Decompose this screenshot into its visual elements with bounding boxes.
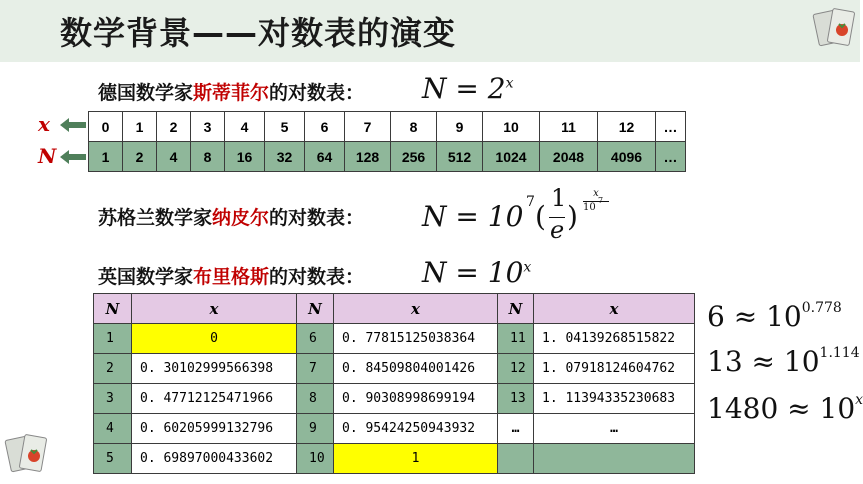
column-header: N	[94, 294, 132, 324]
n-cell: 128	[345, 142, 391, 172]
approximation-2	[707, 345, 860, 378]
section-prefix: 德国数学家	[98, 82, 194, 104]
n-cell: 4096	[598, 142, 656, 172]
n-cell: 9	[297, 414, 334, 444]
n-cell: 13	[498, 384, 534, 414]
slide-title: 数学背景——对数表的演变	[60, 14, 457, 52]
n-cell: 512	[437, 142, 483, 172]
x-cell: 0. 84509804001426	[334, 354, 498, 384]
x-cell: 0. 77815125038364	[334, 324, 498, 354]
n-cell: 4	[157, 142, 191, 172]
approx-base: 6 ≈ 10	[707, 300, 802, 333]
n-cell: 8	[297, 384, 334, 414]
x-cell: 0. 69897000433602	[132, 444, 297, 474]
x-row	[89, 112, 686, 142]
close-paren: )	[567, 200, 578, 233]
approx-exponent: 1.114	[819, 345, 860, 361]
ellipsis-cell: …	[534, 414, 695, 444]
approx-exponent: x	[855, 392, 863, 408]
mathematician-name: 布里格斯	[193, 266, 270, 288]
n-cell: 32	[265, 142, 305, 172]
x-cell: 0. 90308998699194	[334, 384, 498, 414]
x-row-label: x	[38, 112, 50, 136]
n-cell: 12	[498, 354, 534, 384]
x-cell: 9	[437, 112, 483, 142]
x-cell: 0	[89, 112, 123, 142]
fraction-numerator: 1	[551, 184, 567, 212]
x-cell: 11	[540, 112, 598, 142]
exponent-denominator-power: 7	[598, 196, 604, 205]
section-prefix: 英国数学家	[98, 266, 194, 288]
column-header: N	[498, 294, 534, 324]
x-cell: 1. 11394335230683	[534, 384, 695, 414]
column-header: x	[334, 294, 498, 324]
header-row	[94, 294, 695, 324]
column-header: x	[132, 294, 297, 324]
x-cell: 0. 30102999566398	[132, 354, 297, 384]
x-cell-highlight: 0	[132, 324, 297, 354]
stifel-formula	[422, 72, 513, 105]
n-cell: 256	[391, 142, 437, 172]
n-cell: 2	[123, 142, 157, 172]
seed-packet-icon	[812, 4, 860, 54]
n-cell: 4	[94, 414, 132, 444]
n-cell: 5	[94, 444, 132, 474]
n-cell: 16	[225, 142, 265, 172]
formula-exponent: x	[505, 75, 514, 92]
seed-packet-icon	[4, 430, 52, 480]
section-stifel-heading	[98, 78, 364, 105]
column-header: N	[297, 294, 334, 324]
n-cell: 64	[305, 142, 345, 172]
n-cell: 1	[94, 324, 132, 354]
approximation-3	[707, 392, 863, 425]
n-cell: 10	[297, 444, 334, 474]
x-cell: 0. 47712125471966	[132, 384, 297, 414]
table-row	[94, 384, 695, 414]
section-prefix: 苏格兰数学家	[98, 207, 213, 229]
n-cell: 7	[297, 354, 334, 384]
approx-base: 13 ≈ 10	[707, 345, 820, 378]
x-cell: 1. 07918124604762	[534, 354, 695, 384]
n-cell: 1024	[483, 142, 540, 172]
empty-cell	[498, 444, 534, 474]
exponent-denominator: 10	[583, 202, 596, 213]
x-cell: 12	[598, 112, 656, 142]
approx-base: 1480 ≈ 10	[707, 392, 856, 425]
n-row	[89, 142, 686, 172]
x-cell: 2	[157, 112, 191, 142]
n-cell: …	[656, 142, 686, 172]
n-cell: 2	[94, 354, 132, 384]
section-suffix: 的对数表：	[269, 82, 365, 104]
n-cell: 6	[297, 324, 334, 354]
formula-exponent: 7	[526, 194, 535, 210]
table-row	[94, 354, 695, 384]
x-cell: 0. 95424250943932	[334, 414, 498, 444]
left-arrow-icon	[60, 150, 86, 164]
exponent-numerator: x	[593, 188, 599, 199]
ellipsis-cell: …	[498, 414, 534, 444]
x-cell: 10	[483, 112, 540, 142]
table-row	[94, 444, 695, 474]
section-napier-heading	[98, 203, 364, 230]
approximation-1	[707, 300, 842, 333]
open-paren: (	[535, 200, 546, 233]
x-cell: 7	[345, 112, 391, 142]
formula-lhs: N = 10	[422, 256, 524, 289]
column-header: x	[534, 294, 695, 324]
left-arrow-icon	[60, 118, 86, 132]
approx-exponent: 0.778	[801, 300, 842, 316]
empty-cell	[534, 444, 695, 474]
n-cell: 1	[89, 142, 123, 172]
x-cell: 6	[305, 112, 345, 142]
x-cell: 3	[191, 112, 225, 142]
section-suffix: 的对数表：	[269, 207, 365, 229]
table-row	[94, 414, 695, 444]
x-cell: 4	[225, 112, 265, 142]
powers-of-two-table	[88, 111, 686, 172]
x-cell: 1	[123, 112, 157, 142]
n-cell: 11	[498, 324, 534, 354]
x-cell: 0. 60205999132796	[132, 414, 297, 444]
n-cell: 2048	[540, 142, 598, 172]
mathematician-name: 斯蒂菲尔	[193, 82, 270, 104]
briggs-formula	[422, 256, 531, 289]
x-cell: 1. 04139268515822	[534, 324, 695, 354]
x-cell: 8	[391, 112, 437, 142]
n-cell: 3	[94, 384, 132, 414]
mathematician-name: 纳皮尔	[212, 207, 270, 229]
formula-lhs: N = 2	[422, 72, 506, 105]
n-cell: 8	[191, 142, 225, 172]
section-briggs-heading	[98, 262, 364, 289]
common-log-table	[93, 293, 695, 474]
x-cell: …	[656, 112, 686, 142]
table-row	[94, 324, 695, 354]
formula-lhs: N = 10	[422, 200, 524, 233]
section-suffix: 的对数表：	[269, 266, 365, 288]
x-cell-highlight: 1	[334, 444, 498, 474]
fraction-denominator: e	[550, 216, 565, 244]
x-cell: 5	[265, 112, 305, 142]
n-row-label: N	[38, 144, 57, 168]
formula-exponent: x	[523, 259, 532, 276]
